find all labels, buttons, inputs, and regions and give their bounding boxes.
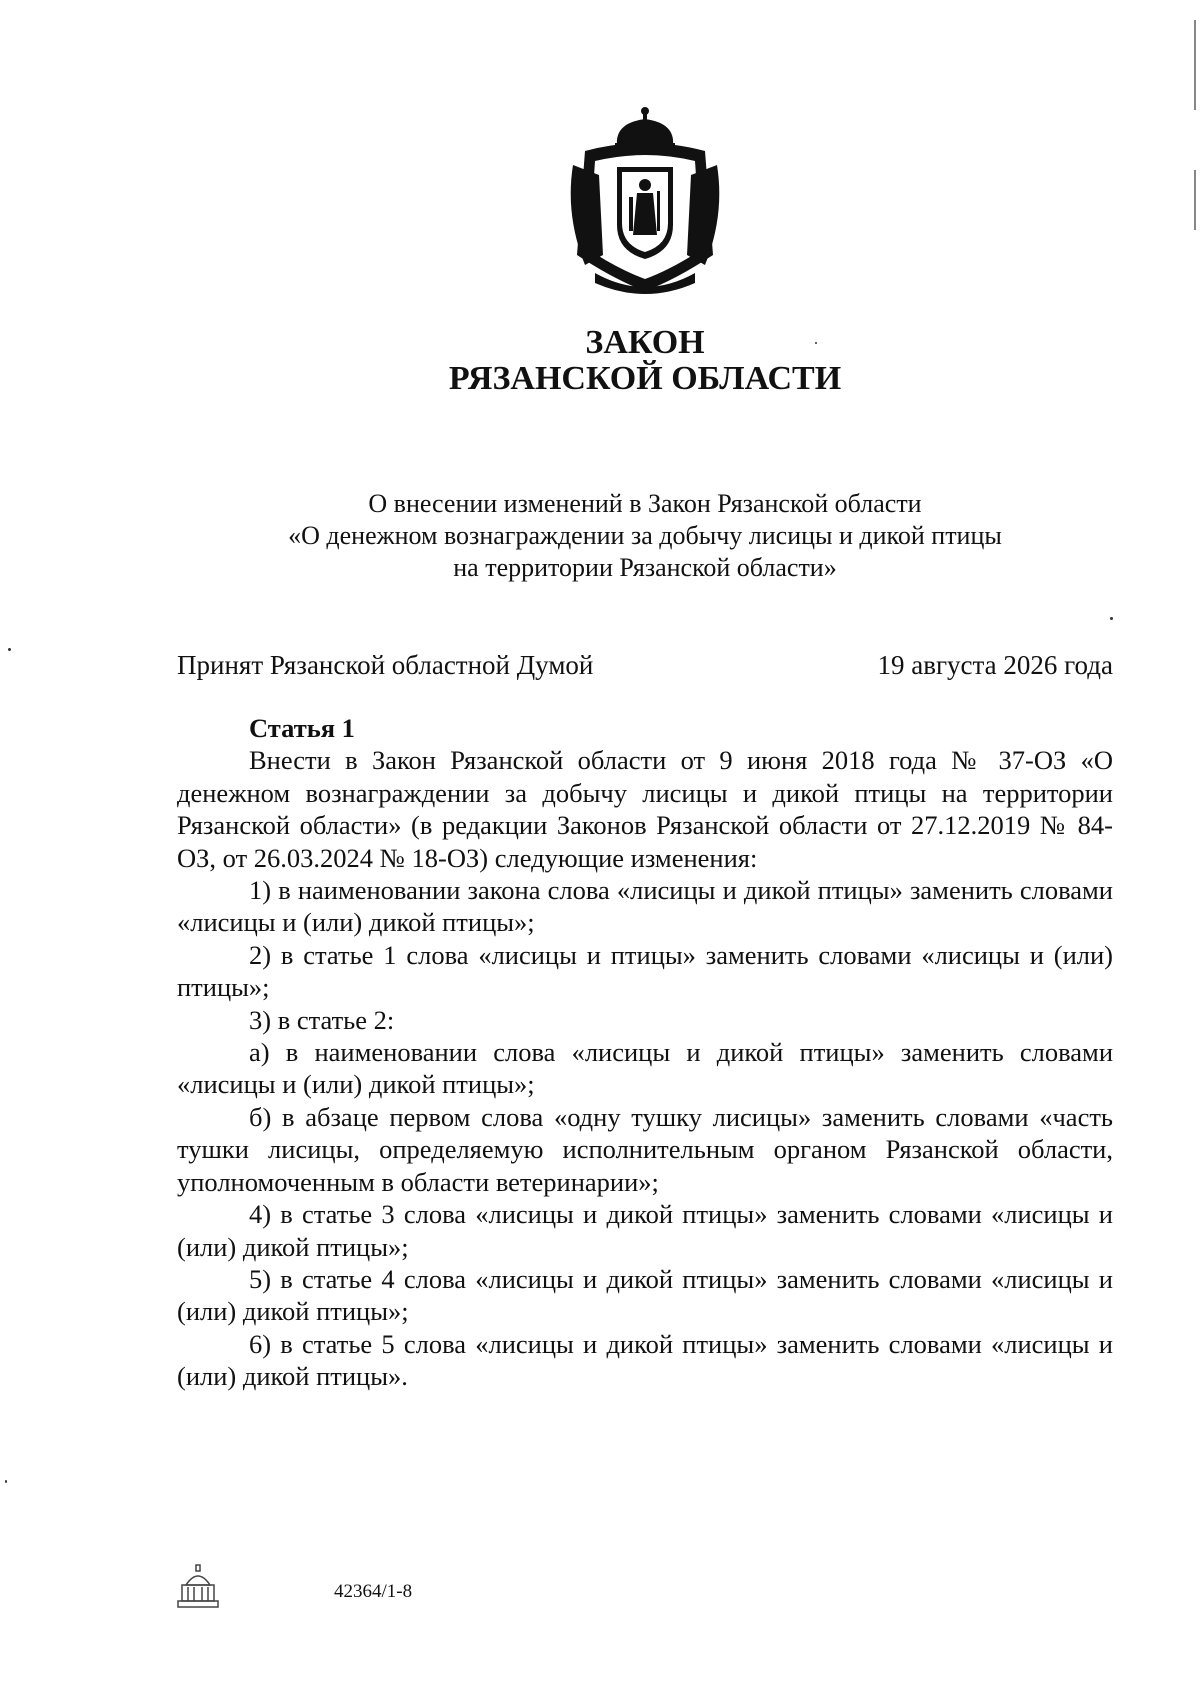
article-paragraph: 4) в статье 3 слова «лисицы и дикой птицы» заменить словами «лисицы и (или) дикой птицы»; — [177, 1199, 1113, 1262]
article-paragraph: 6) в статье 5 слова «лисицы и дикой птицы» заменить словами «лисицы и (или) дикой птицы». — [177, 1328, 1113, 1392]
article-paragraph: а) в наименовании слова «лисицы и дикой птицы» заменить словами «лисицы и (или) дикой птицы»; — [177, 1037, 1113, 1100]
article-paragraph: Внести в Закон Рязанской области от 9 июня 2018 года № 37-ОЗ «О денежном вознаграждении за добычу лисицы и дикой птицы на территории Рязанской области» (в редакции Законов Рязанской области от 27.12.2019 № 84-ОЗ, от 26.03.2024 № 18-ОЗ) следующие изменения: — [177, 745, 1113, 873]
document-title-region: РЯЗАНСКОЙ ОБЛАСТИ — [448, 360, 842, 397]
coat-of-arms-icon — [555, 105, 735, 295]
scan-speck — [5, 1480, 7, 1483]
article-paragraph: 5) в статье 4 слова «лисицы и дикой птицы» заменить словами «лисицы и (или) дикой птицы»; — [177, 1263, 1113, 1327]
article-paragraph: 3) в статье 2: — [249, 1004, 395, 1035]
law-subject — [230, 488, 1060, 584]
subject-line: «О денежном вознаграждении за добычу лисицы и дикой птицы — [288, 521, 1002, 550]
subject-line: О внесении изменений в Закон Рязанской области — [368, 489, 922, 518]
scan-speck — [815, 342, 817, 344]
article-paragraph: б) в абзаце первом слова «одну тушку лисицы» заменить словами «часть тушки лисицы, определяемую исполнительным органом Рязанской области, уполномоченным в области ветеринарии»; — [177, 1101, 1113, 1197]
article-paragraph: 2) в статье 1 слова «лисицы и птицы» заменить словами «лисицы и (или) птицы»; — [177, 939, 1113, 1003]
scan-edge-mark — [1194, 170, 1196, 230]
adoption-date: 19 августа 2026 года — [877, 650, 1113, 680]
adoption-label: Принят Рязанской областной Думой — [177, 650, 594, 680]
article-title: Статья 1 — [249, 713, 355, 743]
subject-line: на территории Рязанской области» — [453, 553, 837, 582]
article-body — [177, 712, 1113, 1393]
document-code: 42364/1-8 — [334, 1581, 413, 1602]
scan-speck — [8, 648, 11, 651]
duma-building-icon — [176, 1563, 220, 1613]
document-title: ЗАКОН — [585, 324, 705, 361]
article-paragraph: 1) в наименовании закона слова «лисицы и дикой птицы» заменить словами «лисицы и (или) дикой птицы»; — [177, 875, 1113, 938]
scan-edge-mark — [1194, 20, 1196, 110]
scan-speck — [1110, 617, 1113, 620]
